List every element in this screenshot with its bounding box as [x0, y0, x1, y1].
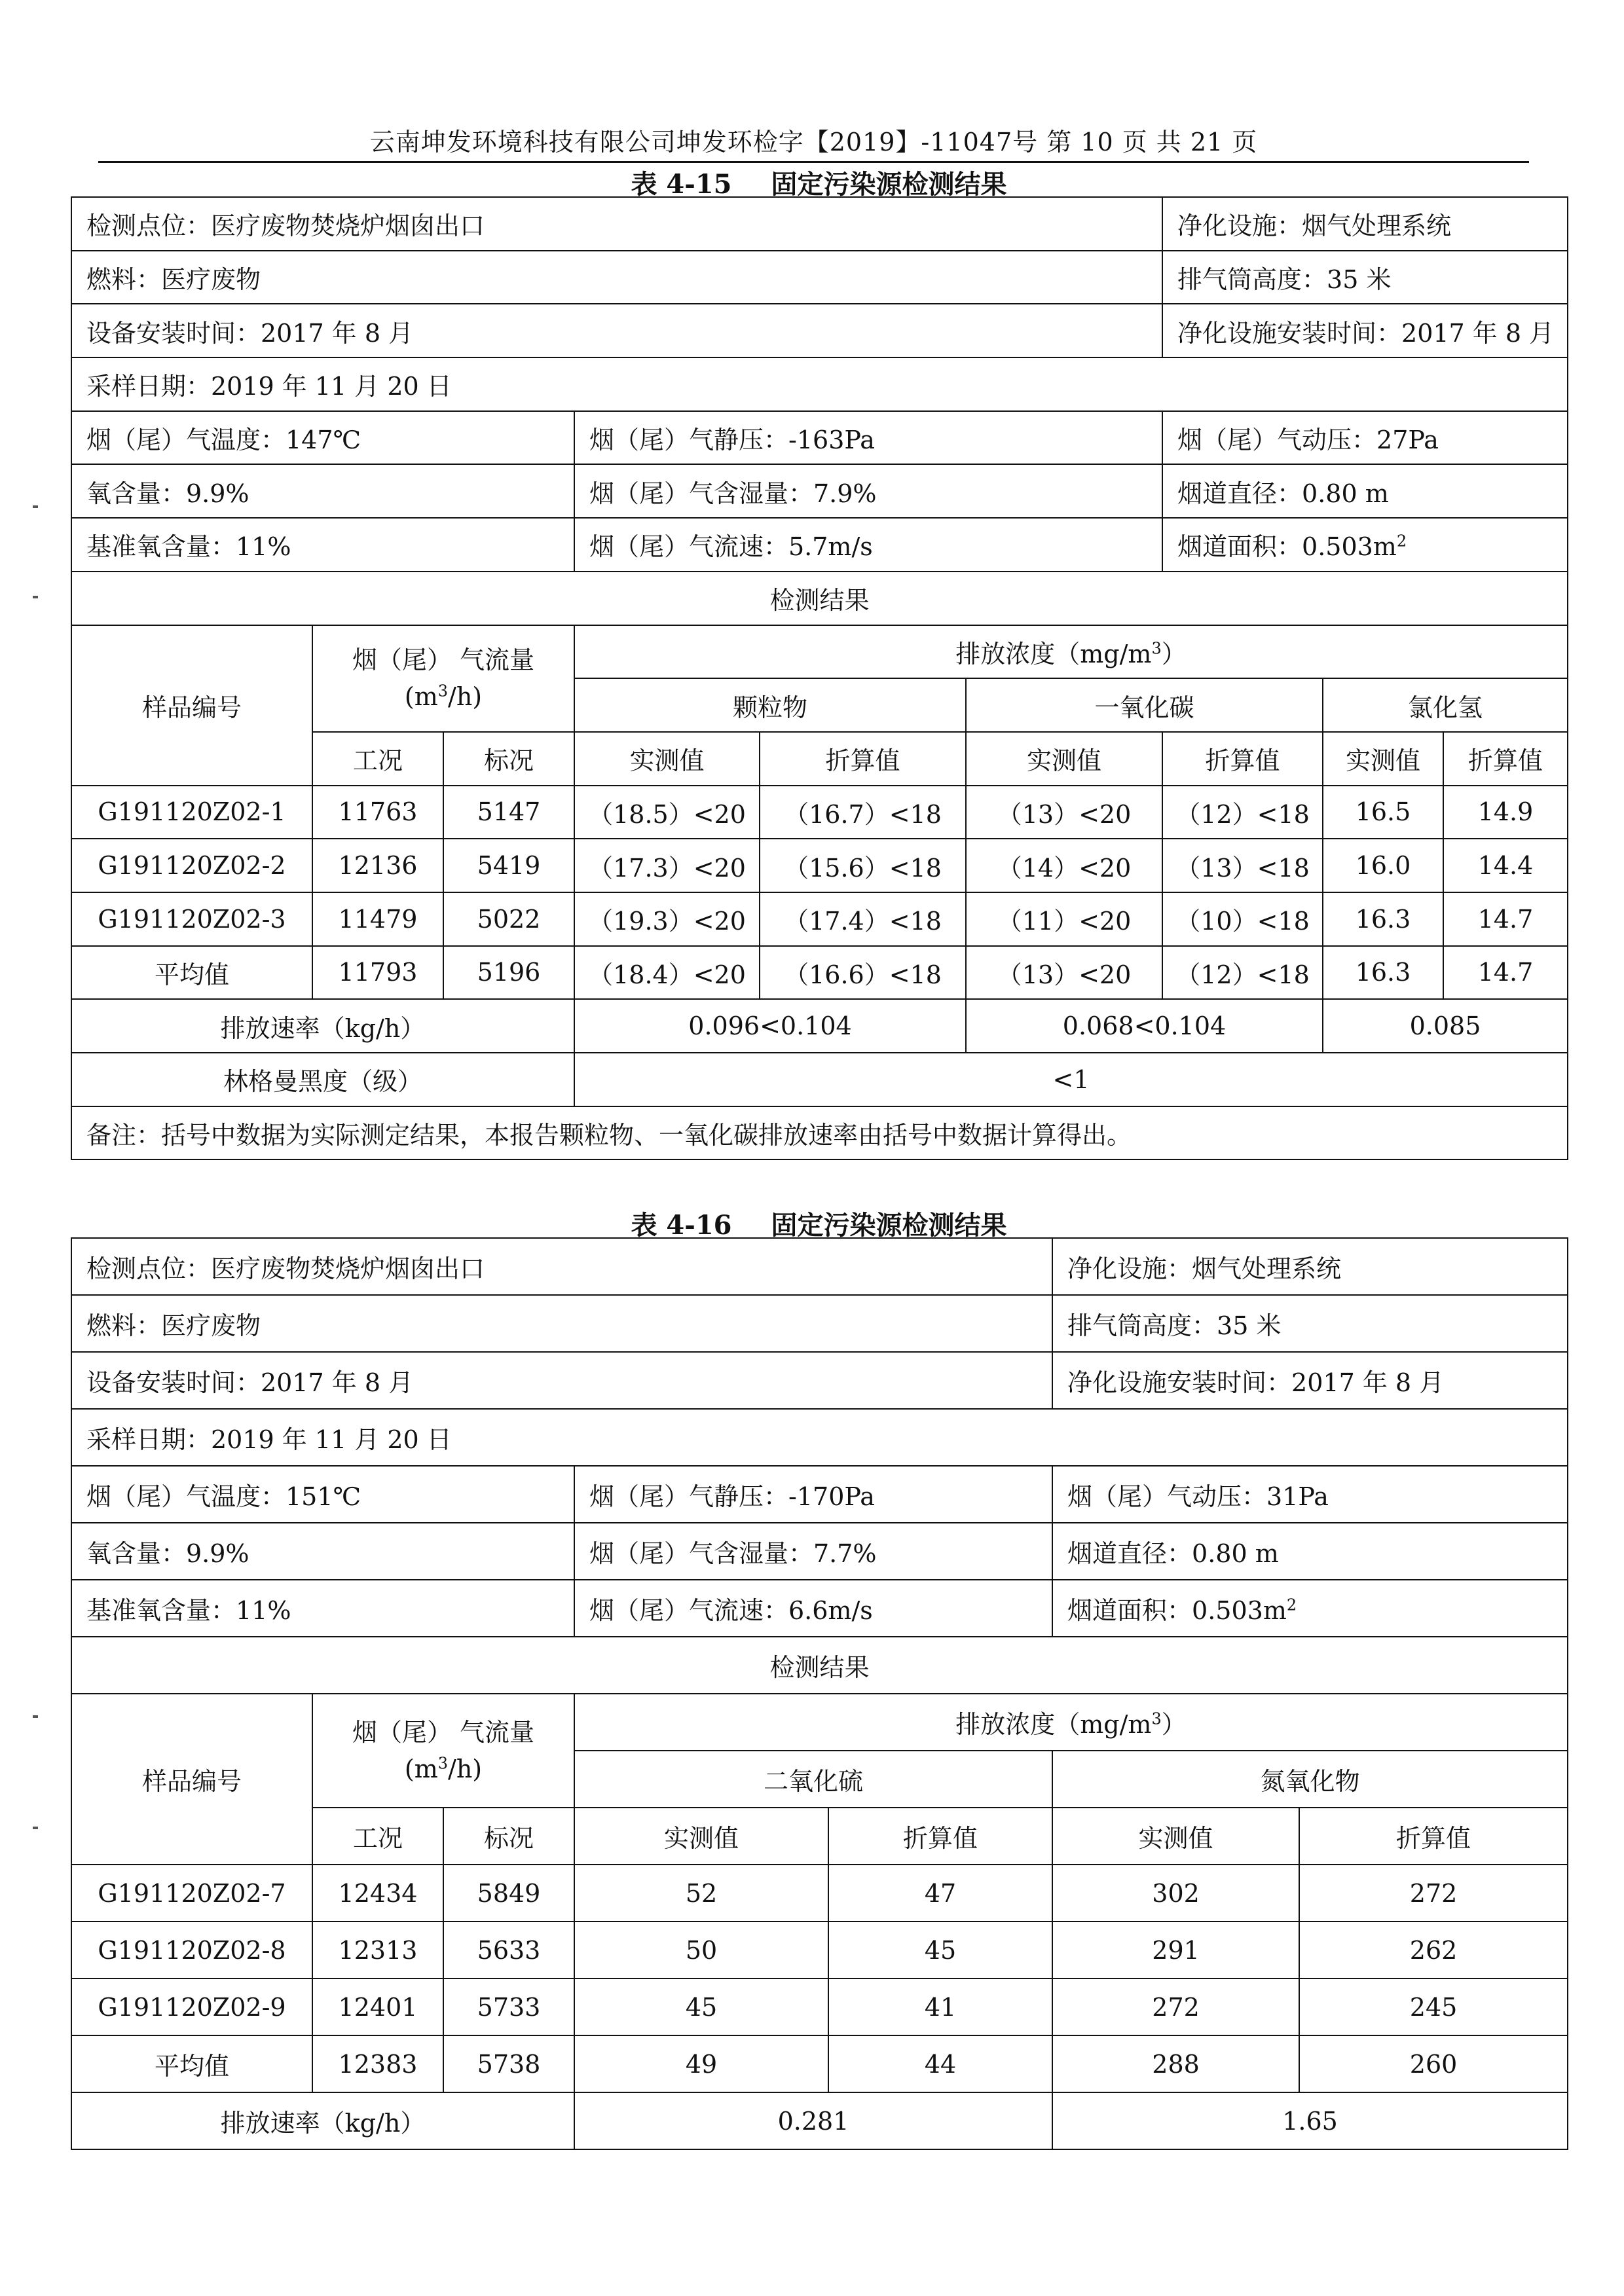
table1-caption-title: 固定污染源检测结果	[771, 169, 1007, 200]
sample-date: 采样日期：2019 年 11 月 20 日	[71, 357, 1568, 411]
so2-measured: 49	[574, 2035, 828, 2092]
flow-actual: 12401	[312, 1978, 443, 2035]
co-measured: （14）<20	[966, 839, 1162, 892]
table-row	[71, 625, 1568, 679]
co-measured: （13）<20	[966, 946, 1162, 1000]
static-pressure: 烟（尾）气静压：-170Pa	[574, 1466, 1052, 1523]
hcl-converted: 14.7	[1443, 892, 1568, 946]
table2-caption	[71, 1205, 1567, 1242]
purification-install-time: 净化设施安装时间：2017 年 8 月	[1052, 1352, 1568, 1409]
converted-header: 折算值	[1162, 732, 1323, 786]
sample-number-header: 样品编号	[71, 625, 312, 786]
remark: 备注：括号中数据为实际测定结果，本报告颗粒物、一氧化碳排放速率由括号中数据计算得出。	[71, 1106, 1568, 1160]
emission-rate-so2: 0.281	[574, 2092, 1052, 2149]
table-row	[71, 1295, 1568, 1352]
pollutant-so2: 二氧化硫	[574, 1751, 1052, 1808]
table2-caption-title: 固定污染源检测结果	[771, 1210, 1007, 1241]
results-title: 检测结果	[71, 572, 1568, 625]
oxygen-content: 氧含量：9.9%	[71, 1523, 574, 1580]
sample-id: G191120Z02-3	[71, 892, 312, 946]
converted-header: 折算值	[1299, 1808, 1568, 1865]
static-pressure: 烟（尾）气静压：-163Pa	[574, 411, 1162, 465]
so2-measured: 45	[574, 1978, 828, 2035]
pollutant-hcl: 氯化氢	[1323, 678, 1568, 732]
table-row	[71, 1238, 1568, 1295]
flow-std: 5196	[443, 946, 574, 1000]
emission-rate-nox: 1.65	[1052, 2092, 1568, 2149]
so2-converted: 44	[828, 2035, 1052, 2092]
table-row	[71, 464, 1568, 518]
hcl-converted: 14.4	[1443, 839, 1568, 892]
flue-diameter: 烟道直径：0.80 m	[1162, 464, 1568, 518]
emission-rate-hcl: 0.085	[1323, 999, 1568, 1053]
table1-caption-number: 表 4-15	[631, 169, 732, 200]
flow-actual: 12313	[312, 1922, 443, 1978]
dynamic-pressure: 烟（尾）气动压：27Pa	[1162, 411, 1568, 465]
table-row	[71, 1865, 1568, 1922]
so2-converted: 47	[828, 1865, 1052, 1922]
flow-header-unit: $(m^3/h)$	[404, 682, 483, 712]
table2	[71, 1237, 1568, 2150]
flow-header	[312, 625, 574, 732]
nox-converted: 260	[1299, 2035, 1568, 2092]
flue-area	[1052, 1580, 1568, 1637]
converted-header: 折算值	[828, 1808, 1052, 1865]
pm-converted: （16.7）<18	[760, 786, 966, 839]
flow-std: 5738	[443, 2035, 574, 2092]
hcl-measured: 16.3	[1323, 946, 1443, 1000]
nox-measured: 288	[1052, 2035, 1299, 2092]
converted-header: 折算值	[760, 732, 966, 786]
cond-std-header: 标况	[443, 732, 574, 786]
purification-facility: 净化设施：烟气处理系统	[1052, 1238, 1568, 1295]
ringelmann-label: 林格曼黑度（级）	[71, 1053, 574, 1106]
flue-area-text: 烟道面积：0.503m	[1067, 1596, 1287, 1625]
cond-std-header: 标况	[443, 1808, 574, 1865]
flow-std: 5733	[443, 1978, 574, 2035]
table-row	[71, 1106, 1568, 1160]
table-row	[71, 1580, 1568, 1637]
flow-std: 5022	[443, 892, 574, 946]
sample-id: G191120Z02-8	[71, 1922, 312, 1978]
measured-header: 实测值	[1323, 732, 1443, 786]
flue-area	[1162, 518, 1568, 572]
flow-actual: 12434	[312, 1865, 443, 1922]
measured-header: 实测值	[966, 732, 1162, 786]
equipment-install-time: 设备安装时间：2017 年 8 月	[71, 1352, 1052, 1409]
table-row	[71, 411, 1568, 465]
equipment-install-time: 设备安装时间：2017 年 8 月	[71, 304, 1162, 357]
flow-actual: 11793	[312, 946, 443, 1000]
stack-height: 排气筒高度：35 米	[1052, 1295, 1568, 1352]
table-row	[71, 357, 1568, 411]
pm-measured: （18.5）<20	[574, 786, 760, 839]
sample-id: G191120Z02-1	[71, 786, 312, 839]
pollutant-particulate: 颗粒物	[574, 678, 966, 732]
table-row	[71, 1053, 1568, 1106]
flue-area-sup: 2	[1286, 1595, 1297, 1614]
cond-actual-header: 工况	[312, 1808, 443, 1865]
ringelmann-value: <1	[574, 1053, 1568, 1106]
flow-std: 5147	[443, 786, 574, 839]
table1-caption	[71, 164, 1567, 201]
table-row	[71, 786, 1568, 839]
scan-mark	[33, 1715, 38, 1718]
table-row	[71, 946, 1568, 1000]
fuel: 燃料：医疗废物	[71, 1295, 1052, 1352]
detection-point: 检测点位：医疗废物焚烧炉烟囱出口	[71, 197, 1162, 251]
co-converted: （12）<18	[1162, 946, 1323, 1000]
flue-area-text: 烟道面积：0.503m	[1177, 532, 1397, 562]
flow-header-label: 烟（尾） 气流量	[352, 646, 535, 675]
pm-measured: （17.3）<20	[574, 839, 760, 892]
measured-header: 实测值	[574, 1808, 828, 1865]
humidity: 烟（尾）气含湿量：7.7%	[574, 1523, 1052, 1580]
emission-rate-pm: 0.096<0.104	[574, 999, 966, 1053]
purification-install-time: 净化设施安装时间：2017 年 8 月	[1162, 304, 1568, 357]
flow-header-label: 烟（尾） 气流量	[352, 1718, 535, 1747]
pm-measured: （19.3）<20	[574, 892, 760, 946]
co-measured: （11）<20	[966, 892, 1162, 946]
flow-speed: 烟（尾）气流速：5.7m/s	[574, 518, 1162, 572]
results-title: 检测结果	[71, 1637, 1568, 1694]
page-header: 云南坤发环境科技有限公司坤发环检字【2019】-11047号 第 10 页 共 21 页	[369, 128, 1258, 156]
stack-height: 排气筒高度：35 米	[1162, 251, 1568, 304]
pm-measured: （18.4）<20	[574, 946, 760, 1000]
header-rule	[98, 161, 1529, 163]
table-row	[71, 2092, 1568, 2149]
table-row	[71, 1409, 1568, 1466]
flow-std: 5419	[443, 839, 574, 892]
pm-converted: （16.6）<18	[760, 946, 966, 1000]
flue-area-sup: 2	[1396, 532, 1407, 551]
purification-facility: 净化设施：烟气处理系统	[1162, 197, 1568, 251]
table2-caption-number: 表 4-16	[631, 1210, 732, 1241]
table-row	[71, 2035, 1568, 2092]
humidity: 烟（尾）气含湿量：7.9%	[574, 464, 1162, 518]
table-row	[71, 839, 1568, 892]
dynamic-pressure: 烟（尾）气动压：31Pa	[1052, 1466, 1568, 1523]
table-row	[71, 1978, 1568, 2035]
emission-rate-co: 0.068<0.104	[966, 999, 1323, 1053]
table-row	[71, 999, 1568, 1053]
average-label: 平均值	[71, 2035, 312, 2092]
scan-mark	[33, 1827, 38, 1829]
table-row	[71, 304, 1568, 357]
emission-rate-label: 排放速率（kg/h）	[71, 999, 574, 1053]
flow-actual: 11763	[312, 786, 443, 839]
co-converted: （12）<18	[1162, 786, 1323, 839]
nox-measured: 302	[1052, 1865, 1299, 1922]
flow-header-unit: $(m^3/h)$	[404, 1754, 483, 1783]
sample-number-header: 样品编号	[71, 1694, 312, 1865]
nox-measured: 272	[1052, 1978, 1299, 2035]
fuel: 燃料：医疗废物	[71, 251, 1162, 304]
hcl-measured: 16.3	[1323, 892, 1443, 946]
so2-converted: 45	[828, 1922, 1052, 1978]
gas-temperature: 烟（尾）气温度：151℃	[71, 1466, 574, 1523]
hcl-measured: 16.5	[1323, 786, 1443, 839]
hcl-converted: 14.7	[1443, 946, 1568, 1000]
flow-actual: 12136	[312, 839, 443, 892]
nox-converted: 272	[1299, 1865, 1568, 1922]
sample-id: G191120Z02-7	[71, 1865, 312, 1922]
flow-actual: 12383	[312, 2035, 443, 2092]
table-row	[71, 1352, 1568, 1409]
sample-id: G191120Z02-2	[71, 839, 312, 892]
reference-oxygen: 基准氧含量：11%	[71, 1580, 574, 1637]
pollutant-co: 一氧化碳	[966, 678, 1323, 732]
converted-header: 折算值	[1443, 732, 1568, 786]
table-row	[71, 572, 1568, 625]
nox-measured: 291	[1052, 1922, 1299, 1978]
table-row	[71, 892, 1568, 946]
oxygen-content: 氧含量：9.9%	[71, 464, 574, 518]
pm-converted: （15.6）<18	[760, 839, 966, 892]
table-row	[71, 518, 1568, 572]
reference-oxygen: 基准氧含量：11%	[71, 518, 574, 572]
cond-actual-header: 工况	[312, 732, 443, 786]
so2-measured: 50	[574, 1922, 828, 1978]
so2-converted: 41	[828, 1978, 1052, 2035]
co-measured: （13）<20	[966, 786, 1162, 839]
flow-std: 5849	[443, 1865, 574, 1922]
nox-converted: 245	[1299, 1978, 1568, 2035]
concentration-header: 排放浓度$(mg/m^3)$	[574, 625, 1568, 679]
so2-measured: 52	[574, 1865, 828, 1922]
table-row	[71, 251, 1568, 304]
co-converted: （10）<18	[1162, 892, 1323, 946]
gas-temperature: 烟（尾）气温度：147℃	[71, 411, 574, 465]
nox-converted: 262	[1299, 1922, 1568, 1978]
table-row	[71, 197, 1568, 251]
flow-header	[312, 1694, 574, 1808]
hcl-measured: 16.0	[1323, 839, 1443, 892]
table-row	[71, 1637, 1568, 1694]
pollutant-nox: 氮氧化物	[1052, 1751, 1568, 1808]
table-row	[71, 1523, 1568, 1580]
flue-diameter: 烟道直径：0.80 m	[1052, 1523, 1568, 1580]
hcl-converted: 14.9	[1443, 786, 1568, 839]
table-row	[71, 1466, 1568, 1523]
flow-std: 5633	[443, 1922, 574, 1978]
table-row	[71, 1694, 1568, 1751]
table-row	[71, 1922, 1568, 1978]
scan-mark	[33, 596, 38, 598]
detection-point: 检测点位：医疗废物焚烧炉烟囱出口	[71, 1238, 1052, 1295]
flow-actual: 11479	[312, 892, 443, 946]
co-converted: （13）<18	[1162, 839, 1323, 892]
measured-header: 实测值	[574, 732, 760, 786]
emission-rate-label: 排放速率（kg/h）	[71, 2092, 574, 2149]
scan-mark	[33, 505, 38, 508]
sample-id: G191120Z02-9	[71, 1978, 312, 2035]
table1	[71, 196, 1568, 1160]
average-label: 平均值	[71, 946, 312, 1000]
concentration-header: 排放浓度$(mg/m^3)$	[574, 1694, 1568, 1751]
pm-converted: （17.4）<18	[760, 892, 966, 946]
sample-date: 采样日期：2019 年 11 月 20 日	[71, 1409, 1568, 1466]
measured-header: 实测值	[1052, 1808, 1299, 1865]
flow-speed: 烟（尾）气流速：6.6m/s	[574, 1580, 1052, 1637]
